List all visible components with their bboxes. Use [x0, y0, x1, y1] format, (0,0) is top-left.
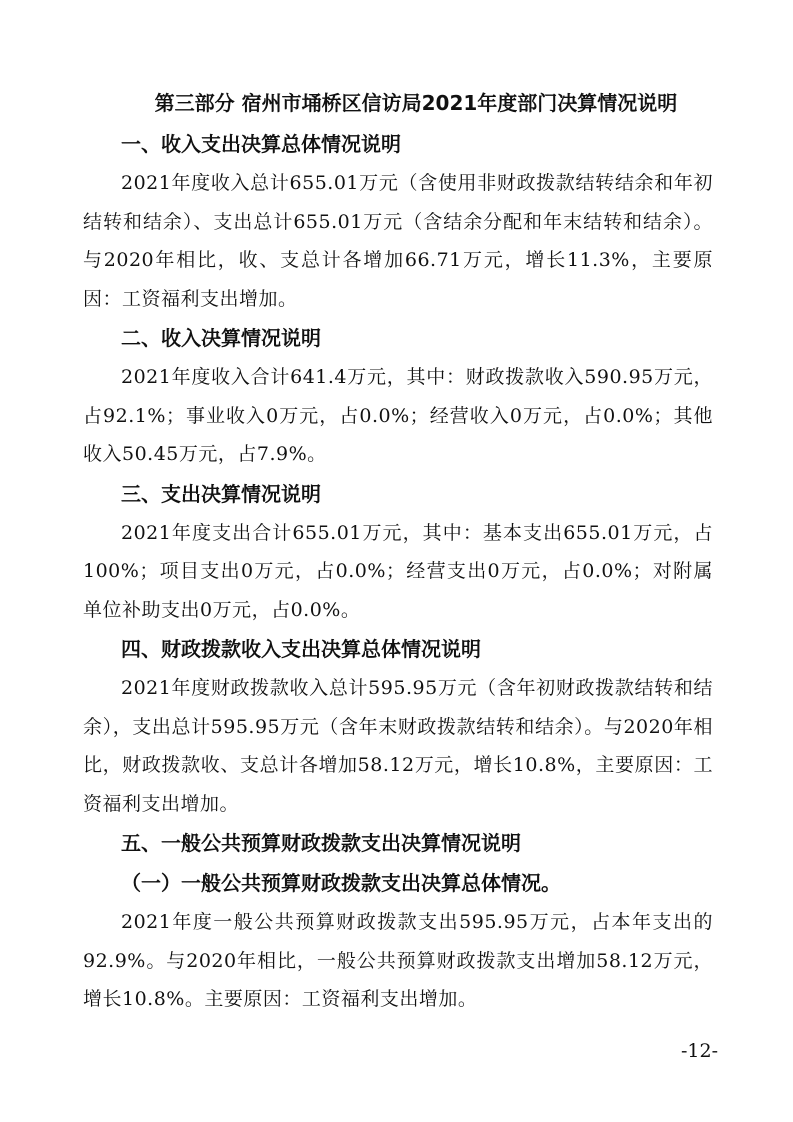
- section-subheading-5-1: （一）一般公共预算财政拨款支出决算总体情况。: [121, 871, 561, 895]
- section-heading-5: 五、一般公共预算财政拨款支出决算情况说明: [121, 831, 521, 855]
- page-number: -12-: [680, 1040, 718, 1062]
- section-heading-1: 一、收入支出决算总体情况说明: [121, 132, 401, 156]
- section-heading-4: 四、财政拨款收入支出决算总体情况说明: [121, 637, 481, 661]
- document-body: [83, 82, 713, 1019]
- section-paragraph-1: 2021年度收入总计655.01万元（含使用非财政拨款结转结余和年初结转和结余）、支出总计655.01万元（含结余分配和年末结转和结余）。与2020年相比，收、支总计各增加66.71万元，增长11.3%，主要原因：工资福利支出增加。: [83, 172, 713, 310]
- section-paragraph-2: 2021年度收入合计641.4万元，其中：财政拨款收入590.95万元，占92.1%；事业收入0万元，占0.0%；经营收入0万元，占0.0%；其他收入50.45万元，占7.9%。: [83, 366, 713, 465]
- section-heading-2: 二、收入决算情况说明: [121, 326, 321, 350]
- section-paragraph-4: 2021年度财政拨款收入总计595.95万元（含年初财政拨款结转和结余），支出总计595.95万元（含年末财政拨款结转和结余）。与2020年相比，财政拨款收、支总计各增加58.12万元，增长10.8%，主要原因：工资福利支出增加。: [83, 677, 713, 815]
- section-heading-3: 三、支出决算情况说明: [121, 481, 321, 506]
- page-title: 第三部分 宿州市埇桥区信访局2021年度部门决算情况说明: [154, 91, 678, 115]
- section-paragraph-3: 2021年度支出合计655.01万元，其中：基本支出655.01万元，占100%；项目支出0万元，占0.0%；经营支出0万元，占0.0%；对附属单位补助支出0万元，占0.0%。: [83, 521, 713, 621]
- section-paragraph-5: 2021年度一般公共预算财政拨款支出595.95万元，占本年支出的92.9%。与2020年相比，一般公共预算财政拨款支出增加58.12万元，增长10.8%。主要原因：工资福利支出增加。: [83, 911, 713, 1010]
